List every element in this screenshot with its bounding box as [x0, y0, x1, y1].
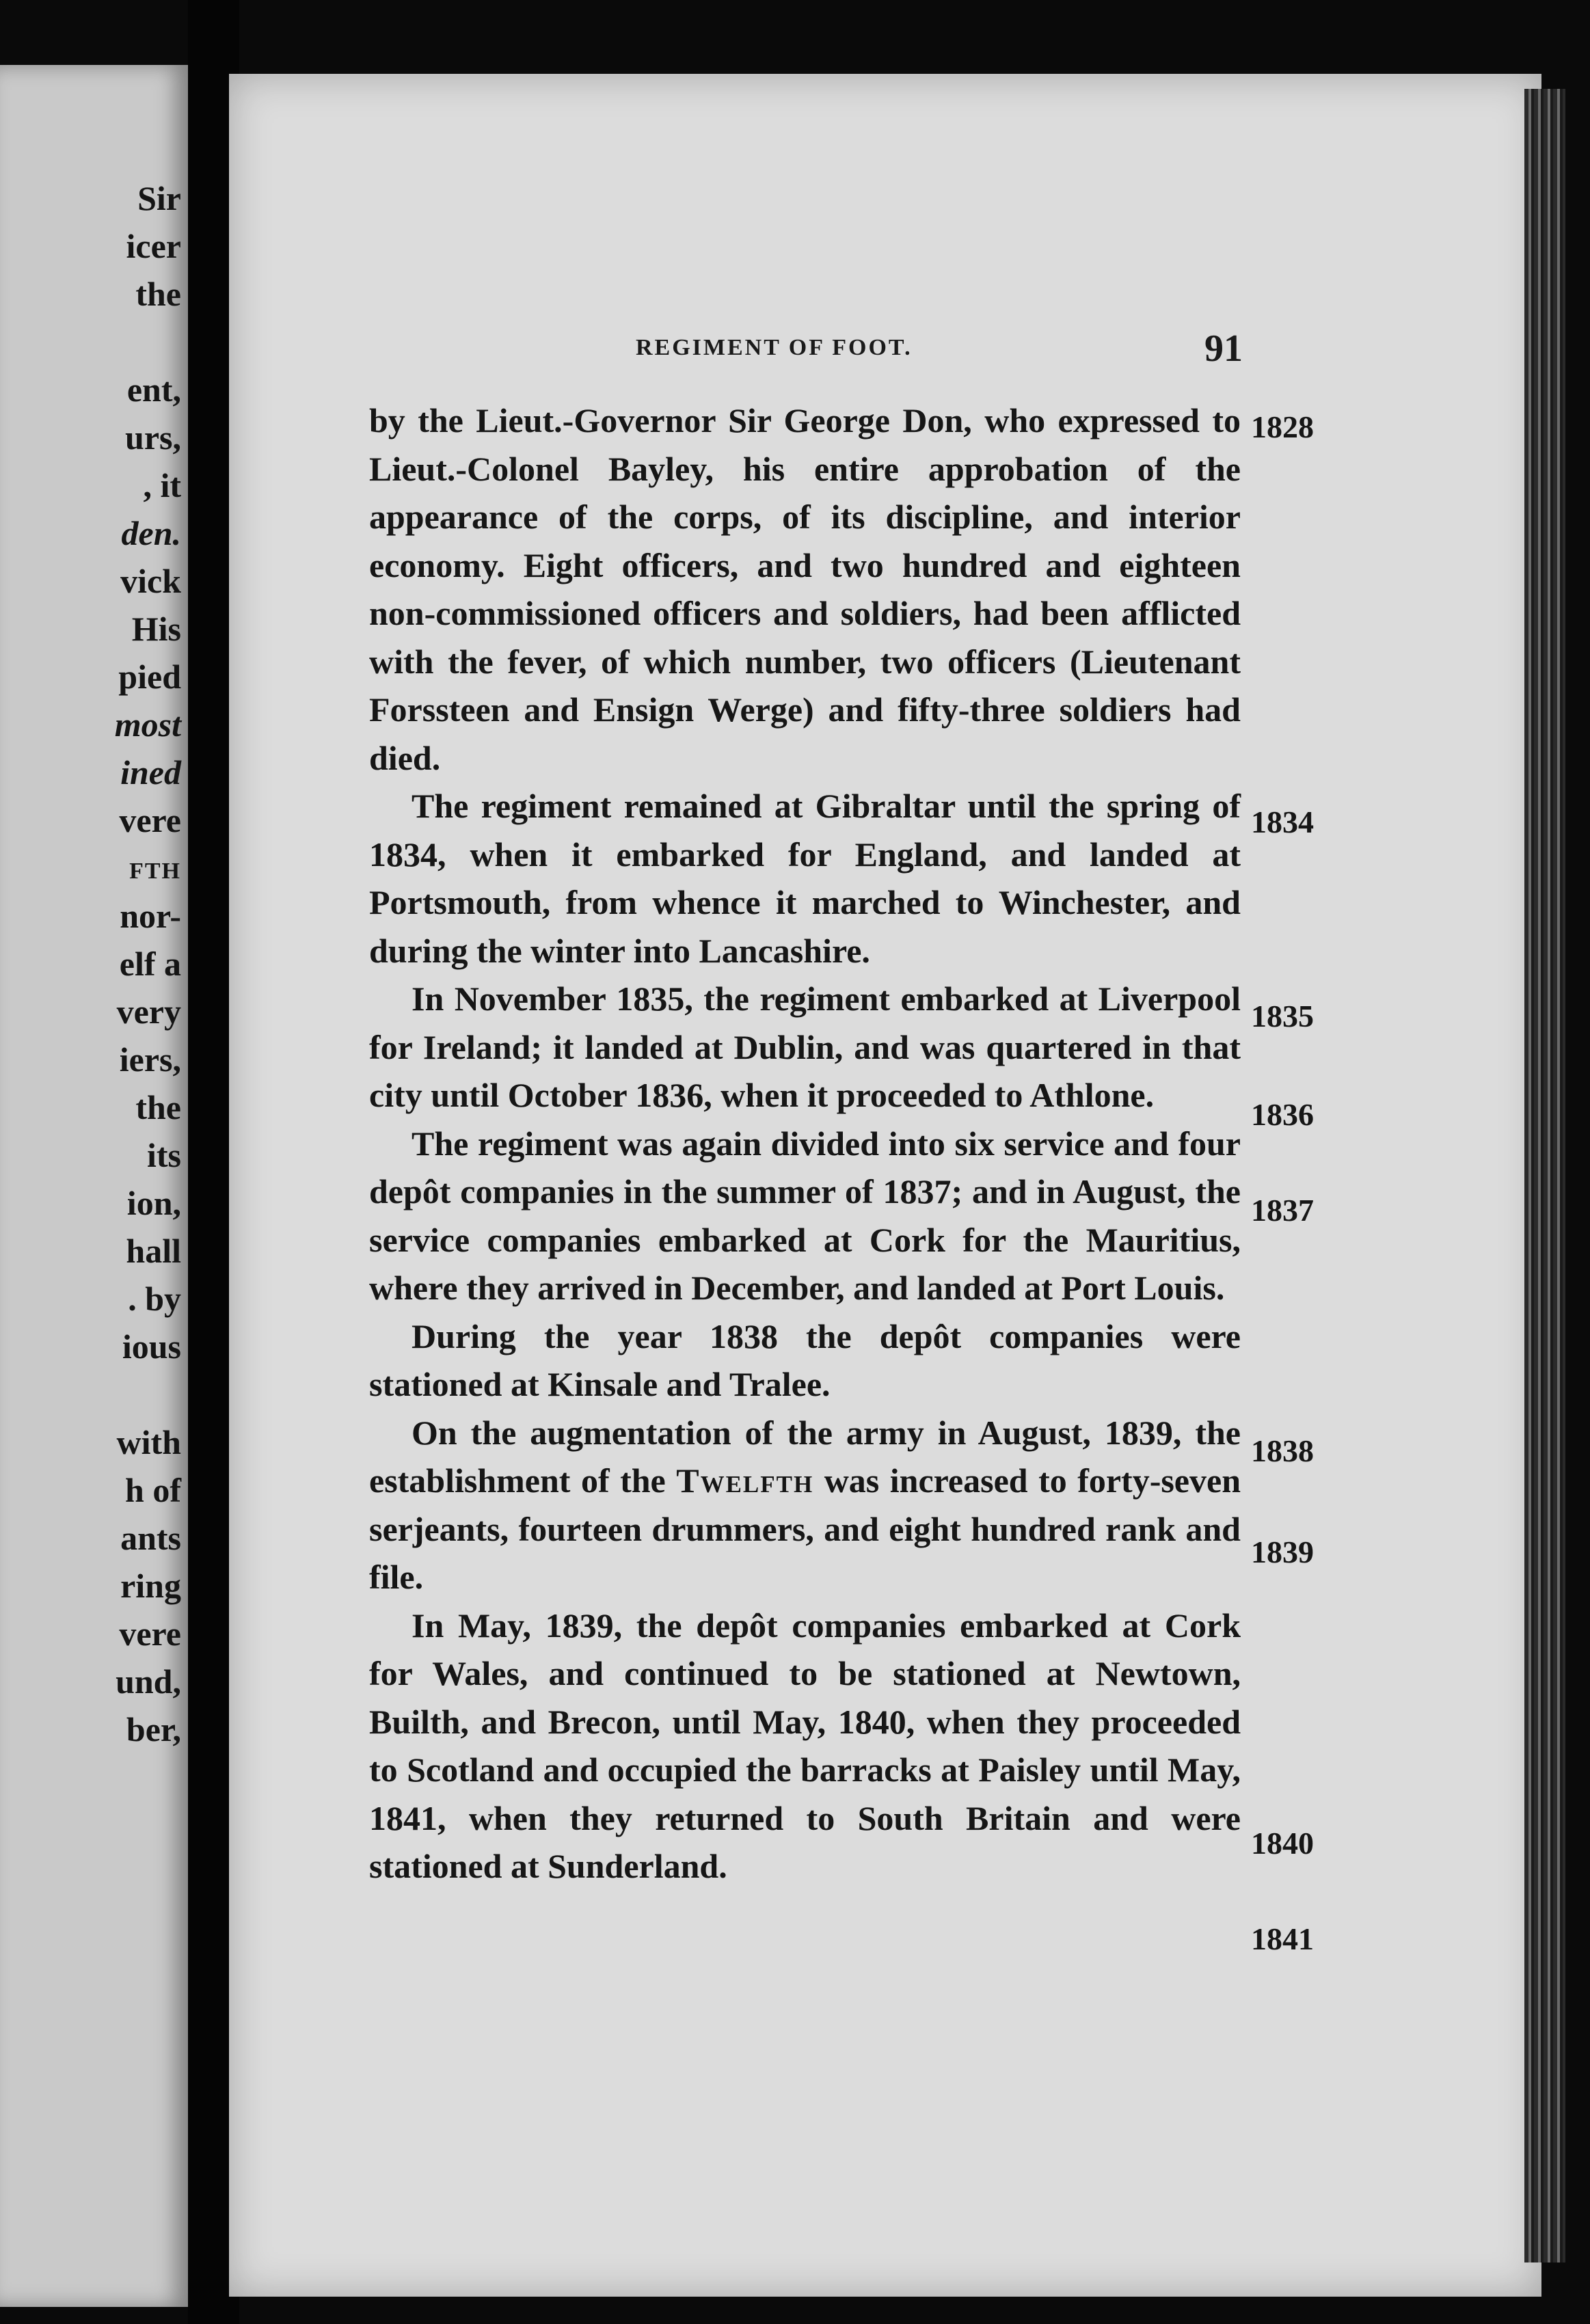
- paragraph: by the Lieut.-Governor Sir George Don, who expressed to Lieut.-Colonel Bayley, his entire approbation of the appearance of the corps, of its discipline, and interior economy. Eight officers, and two hundred and eighteen non-commissioned officers and soldiers, had been afflicted with the fever, of which number, two officers (Lieutenant Forssteen and Ensign Werge) and fifty-three soldiers had died.: [369, 401, 1241, 777]
- paragraph-text: On the augmentation of the army in August, 1839, the establishment of the: [369, 1413, 1241, 1500]
- left-page-fragment: with: [116, 1423, 181, 1461]
- margin-year: 1836: [1251, 1097, 1314, 1132]
- regiment-name: Twelfth: [676, 1461, 814, 1500]
- margin-year: 1841: [1251, 1921, 1314, 1956]
- left-page-fragment: most: [114, 705, 181, 744]
- body-text: [369, 396, 1241, 1891]
- margin-year: 1835: [1251, 999, 1314, 1033]
- running-head: REGIMENT OF FOOT.: [636, 335, 913, 360]
- left-page-fragment: ion,: [126, 1184, 181, 1222]
- margin-year: 1838: [1251, 1433, 1314, 1468]
- left-page-fragment: , it: [143, 466, 181, 504]
- left-page-fragment: und,: [116, 1662, 181, 1701]
- left-page-fragment: icer: [126, 227, 181, 265]
- left-page-fragment: nor-: [120, 897, 181, 935]
- left-page-fragment: ants: [120, 1519, 181, 1557]
- paragraph: In November 1835, the regiment embarked at Liverpool for Ireland; it landed at Dublin, and was quartered in that city until October 1836, when it proceeded to Athlone.: [369, 979, 1241, 1114]
- left-page-fragment: . by: [128, 1280, 181, 1318]
- left-page-fragment: h of: [125, 1471, 181, 1509]
- left-page-fragment: ber,: [126, 1710, 181, 1748]
- left-page-fragment: FTH: [129, 859, 181, 884]
- left-page-fragment: ring: [120, 1567, 181, 1605]
- margin-year: 1837: [1251, 1193, 1314, 1228]
- left-page-fragment: the: [135, 1088, 181, 1126]
- paragraph: The regiment remained at Gibraltar until the spring of 1834, when it embarked for England, and landed at Portsmouth, from whence it marched to Winchester, and during the winter into Lancashire.: [369, 787, 1241, 970]
- left-page-fragment: elf a: [119, 945, 181, 983]
- page-edges: [1524, 89, 1565, 2262]
- margin-year: 1828: [1251, 409, 1314, 444]
- paragraph: During the year 1838 the depôt companies were stationed at Kinsale and Tralee.: [369, 1316, 1241, 1403]
- paragraph-text: was increased to forty-seven serjeants, fourteen drummers, and eight hundred rank and file.: [369, 1461, 1241, 1596]
- left-page-fragment: vere: [119, 1614, 181, 1653]
- left-page-fragment: ined: [120, 753, 181, 792]
- left-page-fragment: very: [116, 992, 181, 1031]
- left-page-fragment: pied: [118, 658, 181, 696]
- paragraph: [369, 1409, 1241, 1602]
- margin-year: 1840: [1251, 1826, 1314, 1861]
- left-page-fragment: urs,: [125, 418, 181, 457]
- margin-year: 1834: [1251, 805, 1314, 839]
- paragraph: In May, 1839, the depôt companies embarked at Cork for Wales, and continued to be stationed at Newtown, Builth, and Brecon, until May, 1840, when they proceeded to Scotland and occupied the barracks at Paisley until May, 1841, when they returned to South Britain and were stationed at Sunderland.: [369, 1606, 1241, 1885]
- left-page-fragment: His: [131, 610, 181, 648]
- left-page-fragment: its: [147, 1136, 181, 1174]
- margin-year: 1839: [1251, 1535, 1314, 1569]
- left-page-fragment: hall: [126, 1232, 181, 1270]
- page-number: 91: [1204, 327, 1243, 370]
- left-page-fragment: the: [135, 275, 181, 313]
- left-page-fragment: ent,: [126, 370, 181, 409]
- left-facing-page: [0, 65, 188, 2307]
- left-page-fragment: Sir: [137, 179, 181, 217]
- left-page-fragment: vere: [119, 801, 181, 839]
- left-page-fragment: iers,: [119, 1040, 181, 1079]
- left-page-fragment: ious: [122, 1327, 181, 1366]
- paragraph: The regiment was again divided into six service and four depôt companies in the summer of 1837; and in August, the service companies embarked at Cork for the Mauritius, where they arrived in December, and landed at Port Louis.: [369, 1124, 1241, 1307]
- left-page-fragment: den.: [121, 514, 181, 552]
- left-page-fragment: vick: [120, 562, 181, 600]
